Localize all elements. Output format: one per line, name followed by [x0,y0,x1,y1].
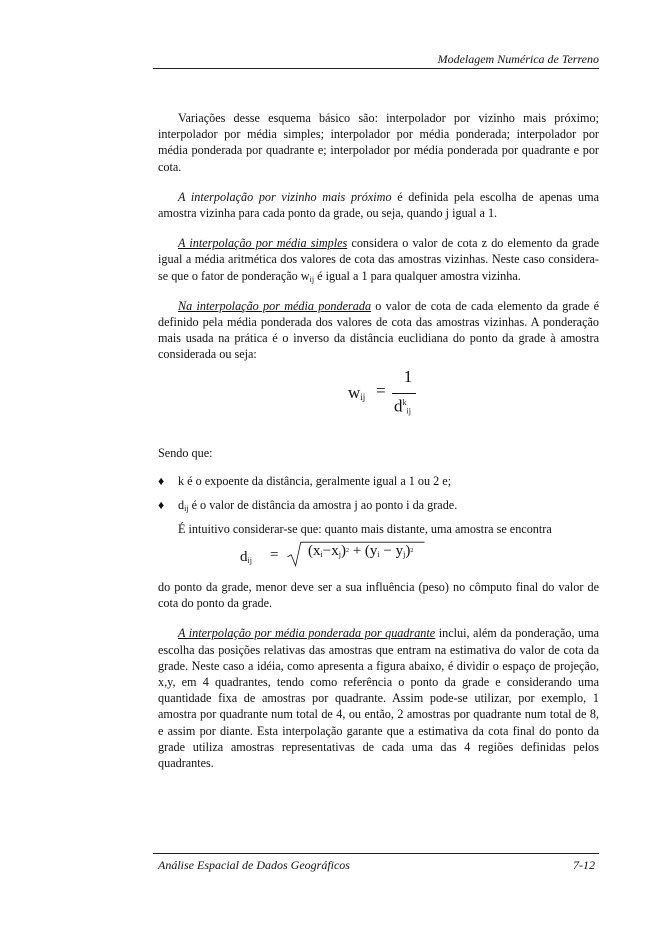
paragraph-intuitive: É intuitivo considerar-se que: quanto mais distante, uma amostra se encontra [178,521,552,536]
paragraph-quadrant [158,625,599,771]
radicand: $(x_i-x_j)^2 + (y_i - y_j)^2$ [308,543,414,560]
list-item: ♦ $d_{ij}$ é o valor de distância da amostra j ao ponto i da grade. [158,497,458,513]
paragraph-text: é definida pela escolha de apenas uma amostra vizinha para cada ponto da grade, ou seja, quando j igual a 1. [158,189,599,221]
sendo-que-label: Sendo que: [158,445,213,460]
term-quadrant: A interpolação por média ponderada por quadrante [178,626,436,641]
paragraph-text: considera o valor de cota z do elemento da grade igual a média aritmética dos valores de cota das amostras vizinhas. Neste caso considera-se que o fator de ponderação w [158,236,599,283]
formula-numerator: 1 [403,366,413,386]
diamond-bullet-icon: ♦ [158,497,165,512]
paragraph-influence: do ponto da grade, menor deve ser a sua influência (peso) no cômputo final do valor de cota do ponto da grade. [158,580,599,611]
weight-formula [158,366,599,431]
formula-equals: = [376,380,386,400]
paragraph-text: inclui, além da ponderação, uma escolha das posições relativas das amostras que entram na estimativa do valor de cota da grade. Neste caso a idéia, como apresenta a figura abaixo, é dividir o espaço de projeção, x,y, em 4 quadrantes, tendo como referência o ponto da grade e considerando uma quantidade fixa de amostras por quadrante. Assim pode-se utilizar, por exemplo, 1 amostra por quadrante num total de 4, ou então, 2 amostras por quadrante num total de 8, e assim por diante. Esta interpolação garante que a estimativa da cota final do ponto da grade utiliza amostras representativas de cada uma das 4 regiões definidas pelos quadrantes. [158,626,600,771]
definition-list [158,473,599,513]
body-text [158,110,599,771]
paragraph-text: é igual a 1 para qualquer amostra vizinha. [314,268,521,283]
diamond-bullet-icon: ♦ [158,473,165,488]
paragraph-nearest-neighbor [158,189,599,221]
running-footer: Análise Espacial de Dados Geográficos [158,858,350,872]
distance-formula [158,537,599,579]
formula-lhs: $w_{ij}$ [348,382,366,402]
running-header: Modelagem Numérica de Terreno [437,52,599,66]
term-weighted-mean: Na interpolação por média ponderada [178,298,372,313]
page-number: 7-12 [573,858,595,872]
header-rule [153,68,599,69]
fraction-bar [392,393,416,394]
paragraph-weighted-mean [158,298,599,363]
term-nearest-neighbor: A interpolação por vizinho mais próximo [178,189,392,204]
paragraph-simple-mean [158,235,599,284]
paragraph-text: o valor de cota de cada elemento da grade é definido pela média ponderada dos valores de cota das amostras vizinhas. A ponderação mais usada na prática é o inverso da distância euclidiana do ponto da grade à amostra considerada ou seja: [158,298,599,362]
formula-equals: = [270,547,279,564]
subscript: ij [309,274,315,284]
term-simple-mean: A interpolação por média simples [178,236,348,251]
formula-denominator: $d^k_{ij}$ [394,396,411,416]
list-item: ♦ k é o expoente da distância, geralmente igual a 1 ou 2 e; [158,473,452,488]
formula-lhs: $d_{ij}$ [240,549,252,566]
footer-rule [153,853,599,854]
paragraph-variations: Variações desse esquema básico são: interpolador por vizinho mais próximo; interpolador por média simples; interpolador por média ponderada; interpolador por média ponderada por quadrante e; interpolador por média ponderada por quadrante e por cota. [158,111,599,174]
